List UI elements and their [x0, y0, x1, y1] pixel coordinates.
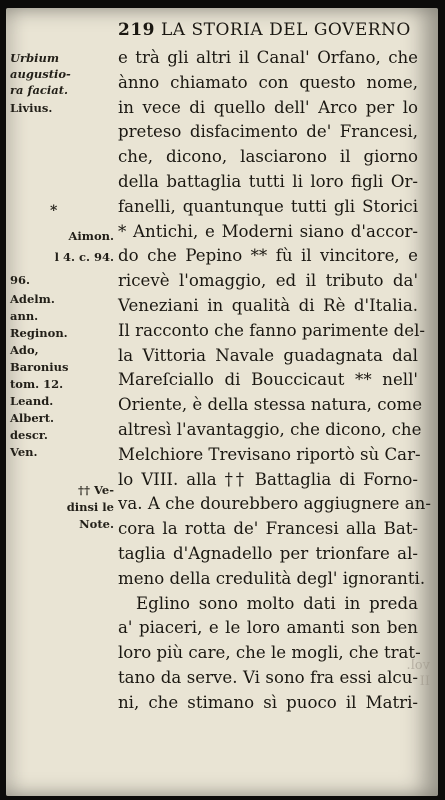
margin-note-asterisk: *	[50, 203, 58, 219]
text-line: lo VIII. alla †† Battaglia di Forno-	[118, 469, 418, 489]
text-line: la Vittoria Navale guadagnata dal	[118, 345, 418, 365]
text-line: Il racconto che fanno parimente del-	[118, 320, 426, 340]
text-line: Melchiore Trevisano riportò sù Car-	[118, 444, 421, 464]
margin-note-urbium: Livius.	[10, 101, 53, 115]
text-line: in vece di quello dell' Arco per lo	[118, 97, 418, 117]
margin-note-ref: descr.	[10, 428, 48, 442]
text-line: Eglino sono molto dati in preda	[136, 593, 418, 613]
margin-note-aimon: 96.	[10, 273, 31, 287]
margin-note-ref: Leand.	[10, 394, 54, 408]
text-line: tano da serve. Vi sono fra essi alcu-	[118, 667, 418, 687]
text-line: Mareſciallo di Bouccicaut ** nell'	[118, 370, 418, 390]
text-line: e trà gli altri il Canal' Orfano, che	[118, 48, 418, 67]
margin-note-dagger: Note.	[79, 517, 114, 531]
margin-note-ref: Ado,	[10, 343, 39, 357]
text-line: che, dicono, lasciarono il giorno	[118, 147, 418, 167]
margin-note-aimon: l 4. c. 94.	[54, 250, 114, 264]
text-line: preteso disfacimento de' Francesi,	[118, 122, 418, 142]
margin-note-dagger: †† Ve-	[78, 483, 114, 497]
text-line: Oriente, è della stessa natura, come	[118, 395, 423, 415]
text-line: della battaglia tutti li loro figli Or-	[118, 171, 418, 191]
text-line: va. A che dourebbero aggiugnere an-	[118, 494, 431, 514]
text-line: ni, che stimano sì puoco il Matri-	[118, 692, 418, 712]
margin-note-dagger: dinsi le	[66, 500, 114, 514]
margin-note-ref: Adelm.	[10, 292, 55, 306]
body-text	[118, 46, 431, 716]
text-line: altresì l'avantaggio, che dicono, che	[118, 419, 422, 439]
text-line: do che Pepino ** fù il vincitore, e	[118, 246, 418, 266]
margin-note-ref: Ven.	[10, 445, 38, 459]
bleed-through-text: vol. II	[406, 658, 430, 689]
page-number: 219	[118, 20, 155, 40]
margin-note-ref: ann.	[10, 309, 39, 323]
text-line: * Antichi, e Moderni siano d'accor-	[118, 221, 418, 241]
text-line: cora la rotta de' Francesi alla Bat-	[118, 519, 418, 539]
text-line: meno della credulità degl' ignoranti.	[118, 568, 426, 588]
text-line: ànno chiamato con questo nome,	[118, 72, 418, 92]
book-page	[6, 8, 438, 796]
text-line: Veneziani in qualità di Rè d'Italia.	[118, 295, 418, 315]
running-title: LA STORIA DEL GOVERNO	[161, 20, 411, 40]
margin-note-urbium: augustio-	[10, 67, 71, 81]
margin-note-urbium: Urbium	[10, 51, 60, 65]
margin-note-aimon: Aimon.	[68, 229, 114, 243]
margin-note-ref: Reginon.	[10, 326, 68, 340]
text-line: fanelli, quantunque tutti gli Storici	[118, 196, 418, 216]
margin-note-ref: Albert.	[10, 411, 55, 425]
text-line: a' piaceri, e le loro amanti son ben	[118, 618, 418, 638]
margin-note-ref: tom. 12.	[10, 377, 64, 391]
text-line: ricevè l'omaggio, ed il tributo da'	[118, 271, 418, 291]
text-line: loro più care, che le mogli, che trat-	[118, 643, 421, 663]
text-line: taglia d'Agnadello per trionfare al-	[118, 543, 418, 563]
margin-note-ref: Baronius	[10, 360, 69, 374]
running-header	[118, 20, 418, 40]
margin-note-urbium: ra faciat.	[10, 83, 69, 97]
